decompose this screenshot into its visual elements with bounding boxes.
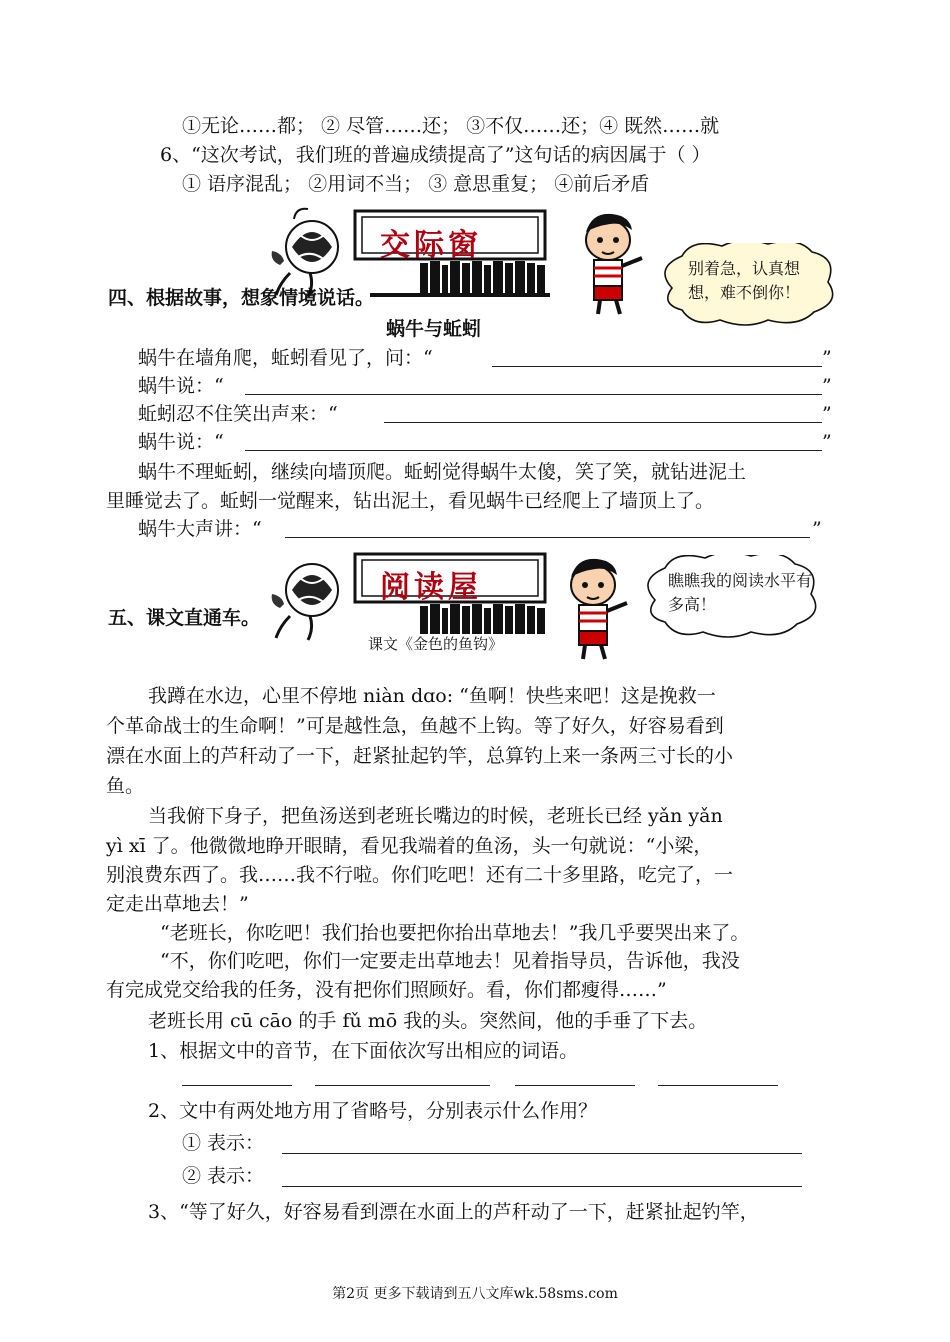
question-2-a-label: ① 表示： [182,1132,265,1154]
question-2-b-label: ② 表示： [182,1165,265,1187]
dialogue-line-5: 蜗牛大声讲：“ [138,518,262,540]
question-1: 1、根据文中的音节，在下面依次写出相应的词语。 [148,1040,579,1062]
dialogue-line-2: 蜗牛说：“ [138,375,224,397]
story-title: 蜗牛与蚯蚓 [386,318,482,340]
word-blank-4[interactable] [658,1085,778,1086]
reading-banner-title: 阅读屋 [380,570,482,605]
answer-blank-1[interactable] [492,366,822,367]
close-quote-2: ” [822,375,832,397]
answer-blank-3[interactable] [384,422,822,423]
question-2-b-blank[interactable] [282,1186,802,1187]
close-quote-5: ” [812,518,822,540]
bubble-text-1: 别着急，认真想想，难不倒你！ [688,259,801,302]
passage-p1-line4: 鱼。 [106,775,145,797]
reading-caption: 课文《金色的鱼钩》 [368,635,504,653]
close-quote-4: ” [822,431,832,453]
cartoon-boy-icon [570,210,650,320]
close-quote-3: ” [822,403,832,425]
dialogue-line-1: 蜗牛在墙角爬，蚯蚓看见了，问：“ [138,347,433,369]
story-paragraph-2: 里睡觉去了。蚯蚓一觉醒来，钻出泥土，看见蜗牛已经爬上了墙顶上了。 [106,490,715,512]
passage-p4-line2: 有完成党交给我的任务，没有把你们照顾好。看，你们都瘦得……” [106,979,667,1001]
passage-p2-line2: yì xī 了。他微微地睁开眼睛，看见我端着的鱼汤，头一句就说：“小梁， [106,835,713,857]
q6-options: ① 语序混乱； ②用词不当； ③ 意思重复； ④前后矛盾 [182,173,650,195]
dialogue-line-4: 蜗牛说：“ [138,431,224,453]
question-2: 2、文中有两处地方用了省略号，分别表示什么作用？ [148,1100,598,1122]
passage-p2-line1: 当我俯下身子，把鱼汤送到老班长嘴边的时候，老班长已经 yǎn yǎn [148,805,723,827]
question-2-a-blank[interactable] [282,1153,802,1154]
word-blank-2[interactable] [315,1085,490,1086]
q5-options: ①无论……都； ② 尽管……还； ③不仅……还；④ 既然……就 [182,115,720,137]
close-quote-1: ” [822,347,832,369]
passage-p2-line3: 别浪费东西了。我……我不行啦。你们吃吧！还有二十多里路，吃完了，一 [106,864,734,886]
word-blank-3[interactable] [515,1085,635,1086]
passage-p3: “老班长，你吃吧！我们抬也要把你抬出草地去！”我几乎要哭出来了。 [160,922,750,944]
section4-heading: 四、根据故事，想象情境说话。 [108,287,375,309]
q6-stem: 6、“这次考试，我们班的普遍成绩提高了”这句话的病因属于（ ） [160,144,711,166]
answer-blank-2[interactable] [245,394,822,395]
word-blank-1[interactable] [182,1085,292,1086]
dialogue-line-3: 蚯蚓忍不住笑出声来：“ [138,403,338,425]
passage-p2-line4: 定走出草地去！” [106,893,249,915]
communication-banner-title: 交际窗 [380,228,482,263]
page-footer: 第2页 更多下载请到五八文库wk.58sms.com [332,1286,618,1302]
rose-icon [272,564,338,640]
passage-p5: 老班长用 cū cāo 的手 fǔ mō 我的头。突然间，他的手垂了下去。 [148,1010,708,1032]
cartoon-boy-icon [555,555,635,665]
answer-blank-5[interactable] [285,537,810,538]
passage-p1-line1: 我蹲在水边，心里不停地 niàn dɑo: “鱼啊！快些来吧！这是挽救一 [148,685,716,707]
rose-icon [272,209,338,297]
question-3: 3、“等了好久，好容易看到漂在水面上的芦秆动了一下，赶紧扯起钓竿， [148,1201,759,1223]
bubble-text-2: 瞧瞧我的阅读水平有多高！ [668,571,813,614]
story-paragraph-1: 蜗牛不理蚯蚓，继续向墙顶爬。蚯蚓觉得蜗牛太傻，笑了笑，就钻进泥土 [138,461,747,483]
passage-p1-line3: 漂在水面上的芦秆动了一下，赶紧扯起钓竿，总算钓上来一条两三寸长的小 [106,745,734,767]
passage-p1-line2: 个革命战士的生命啊！”可是越性急，鱼越不上钩。等了好久，好容易看到 [106,715,724,737]
answer-blank-4[interactable] [245,450,822,451]
passage-p4-line1: “不，你们吃吧，你们一定要走出草地去！见着指导员，告诉他，我没 [160,950,740,972]
section5-heading: 五、课文直通车。 [108,607,261,629]
